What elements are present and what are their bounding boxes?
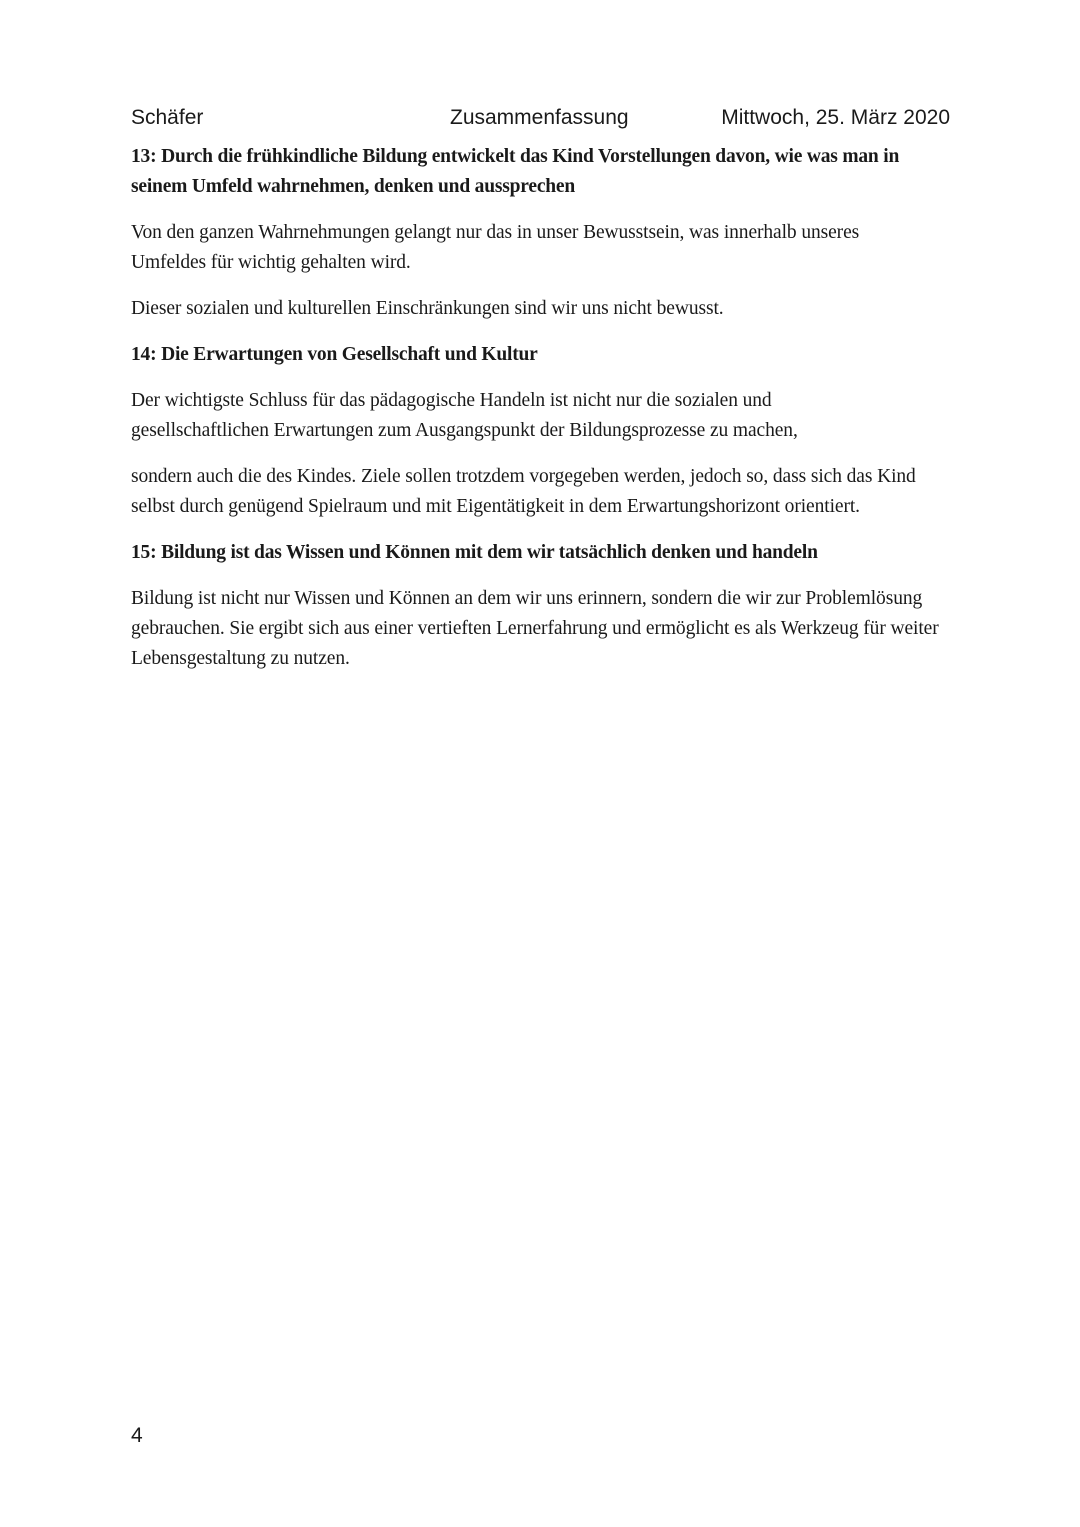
header-author: Schäfer [131, 106, 204, 129]
paragraph: sondern auch die des Kindes. Ziele sollen trotzdem vorgegeben werden, jedoch so, dass sich das Kind selbst durch genügend Spielraum und mit Eigentätigkeit in dem Erwartungshorizont orientiert. [131, 466, 916, 517]
section-heading: 13: Durch die frühkindliche Bildung entwickelt das Kind Vorstellungen davon, wie was man in seinem Umfeld wahrnehmen, denken und aussprechen [131, 146, 900, 197]
section-heading: 14: Die Erwartungen von Gesellschaft und Kultur [131, 344, 538, 365]
document-body [131, 142, 961, 674]
header-date: Mittwoch, 25. März 2020 [721, 106, 950, 129]
paragraph: Von den ganzen Wahrnehmungen gelangt nur das in unser Bewusstsein, was innerhalb unseres Umfeldes für wichtig gehalten wird. [131, 222, 860, 273]
page-header [131, 106, 950, 136]
section-heading: 15: Bildung ist das Wissen und Können mit dem wir tatsächlich denken und handeln [131, 542, 818, 563]
section-13 [131, 142, 961, 324]
section-15 [131, 538, 961, 674]
section-14 [131, 340, 961, 522]
page-number: 4 [131, 1424, 143, 1447]
paragraph: Der wichtigste Schluss für das pädagogische Handeln ist nicht nur die sozialen und gesellschaftlichen Erwartungen zum Ausgangspunkt der Bildungsprozesse zu machen, [131, 390, 798, 441]
header-title: Zusammenfassung [450, 106, 629, 129]
paragraph: Bildung ist nicht nur Wissen und Können an dem wir uns erinnern, sondern die wir zur Problemlösung gebrauchen. Sie ergibt sich aus einer vertieften Lernerfahrung und ermöglicht es als Werkzeug für weiter Lebensgestaltung zu nutzen. [131, 588, 939, 669]
paragraph: Dieser sozialen und kulturellen Einschränkungen sind wir uns nicht bewusst. [131, 298, 724, 319]
